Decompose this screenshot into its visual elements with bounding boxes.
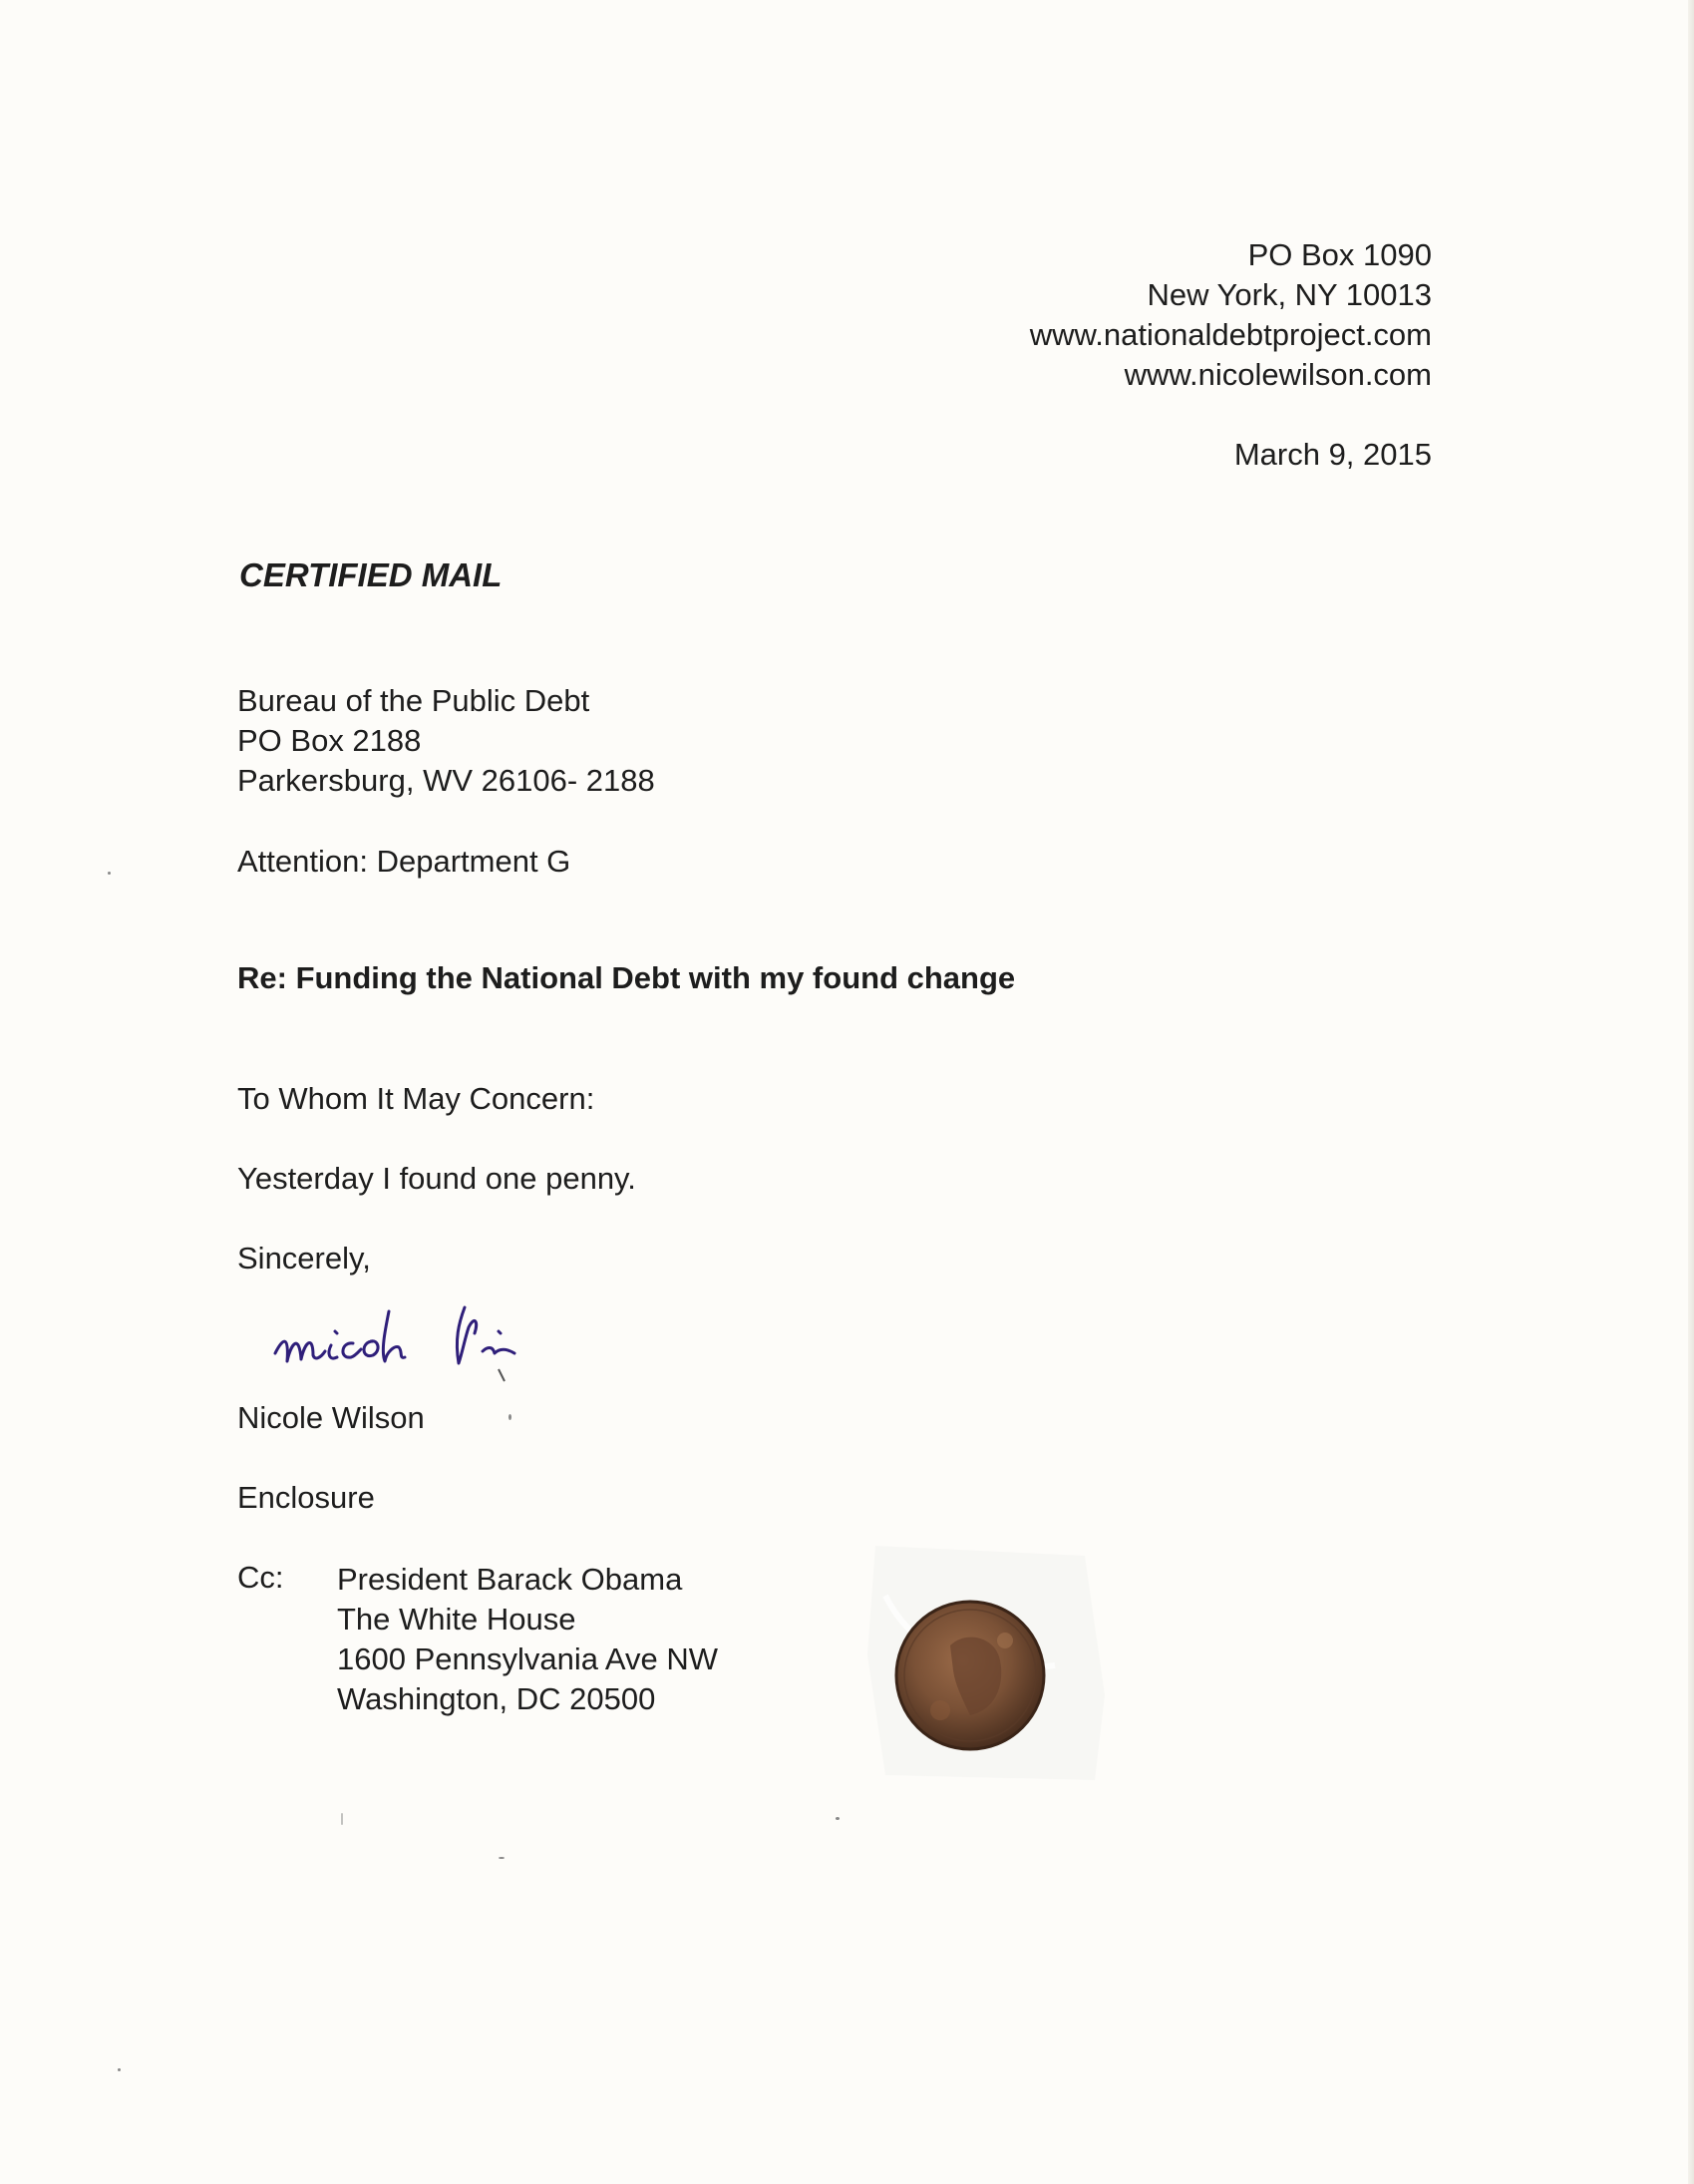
cc-label: Cc: <box>237 1560 284 1595</box>
handwritten-signature <box>269 1281 588 1391</box>
subject-line: Re: Funding the National Debt with my found change <box>237 960 1016 995</box>
attention-line: Attention: Department G <box>237 844 571 879</box>
recipient-address <box>237 681 655 801</box>
cc-recipient-city: Washington, DC 20500 <box>337 1681 656 1716</box>
cc-recipient-building: The White House <box>337 1602 576 1637</box>
letter-body: Yesterday I found one penny. <box>237 1161 636 1196</box>
certified-mail-heading: CERTIFIED MAIL <box>239 556 503 593</box>
sender-website-personal: www.nicolewilson.com <box>1124 357 1432 392</box>
paper-speck <box>508 1414 511 1420</box>
cc-recipient-street: 1600 Pennsylvania Ave NW <box>337 1641 718 1676</box>
enclosure-notation: Enclosure <box>237 1480 375 1515</box>
paper-speck <box>118 2068 121 2071</box>
paper-speck <box>499 1857 505 1859</box>
recipient-po-box: PO Box 2188 <box>237 723 422 758</box>
sender-address <box>1030 235 1432 395</box>
paper-speck <box>341 1813 343 1825</box>
salutation: To Whom It May Concern: <box>237 1081 595 1116</box>
cc-recipient-name: President Barack Obama <box>337 1562 683 1597</box>
cc-recipient-address <box>337 1560 718 1719</box>
sender-po-box: PO Box 1090 <box>1247 237 1432 272</box>
paper-speck <box>836 1817 840 1820</box>
taped-penny <box>855 1536 1115 1785</box>
sender-website-project: www.nationaldebtproject.com <box>1029 317 1432 352</box>
letter-date: March 9, 2015 <box>1233 437 1432 472</box>
signer-name: Nicole Wilson <box>237 1400 425 1435</box>
paper-speck <box>108 872 111 875</box>
recipient-name: Bureau of the Public Debt <box>237 683 590 718</box>
recipient-city: Parkersburg, WV 26106- 2188 <box>237 763 655 798</box>
closing: Sincerely, <box>237 1241 371 1275</box>
sender-city: New York, NY 10013 <box>1147 277 1432 312</box>
